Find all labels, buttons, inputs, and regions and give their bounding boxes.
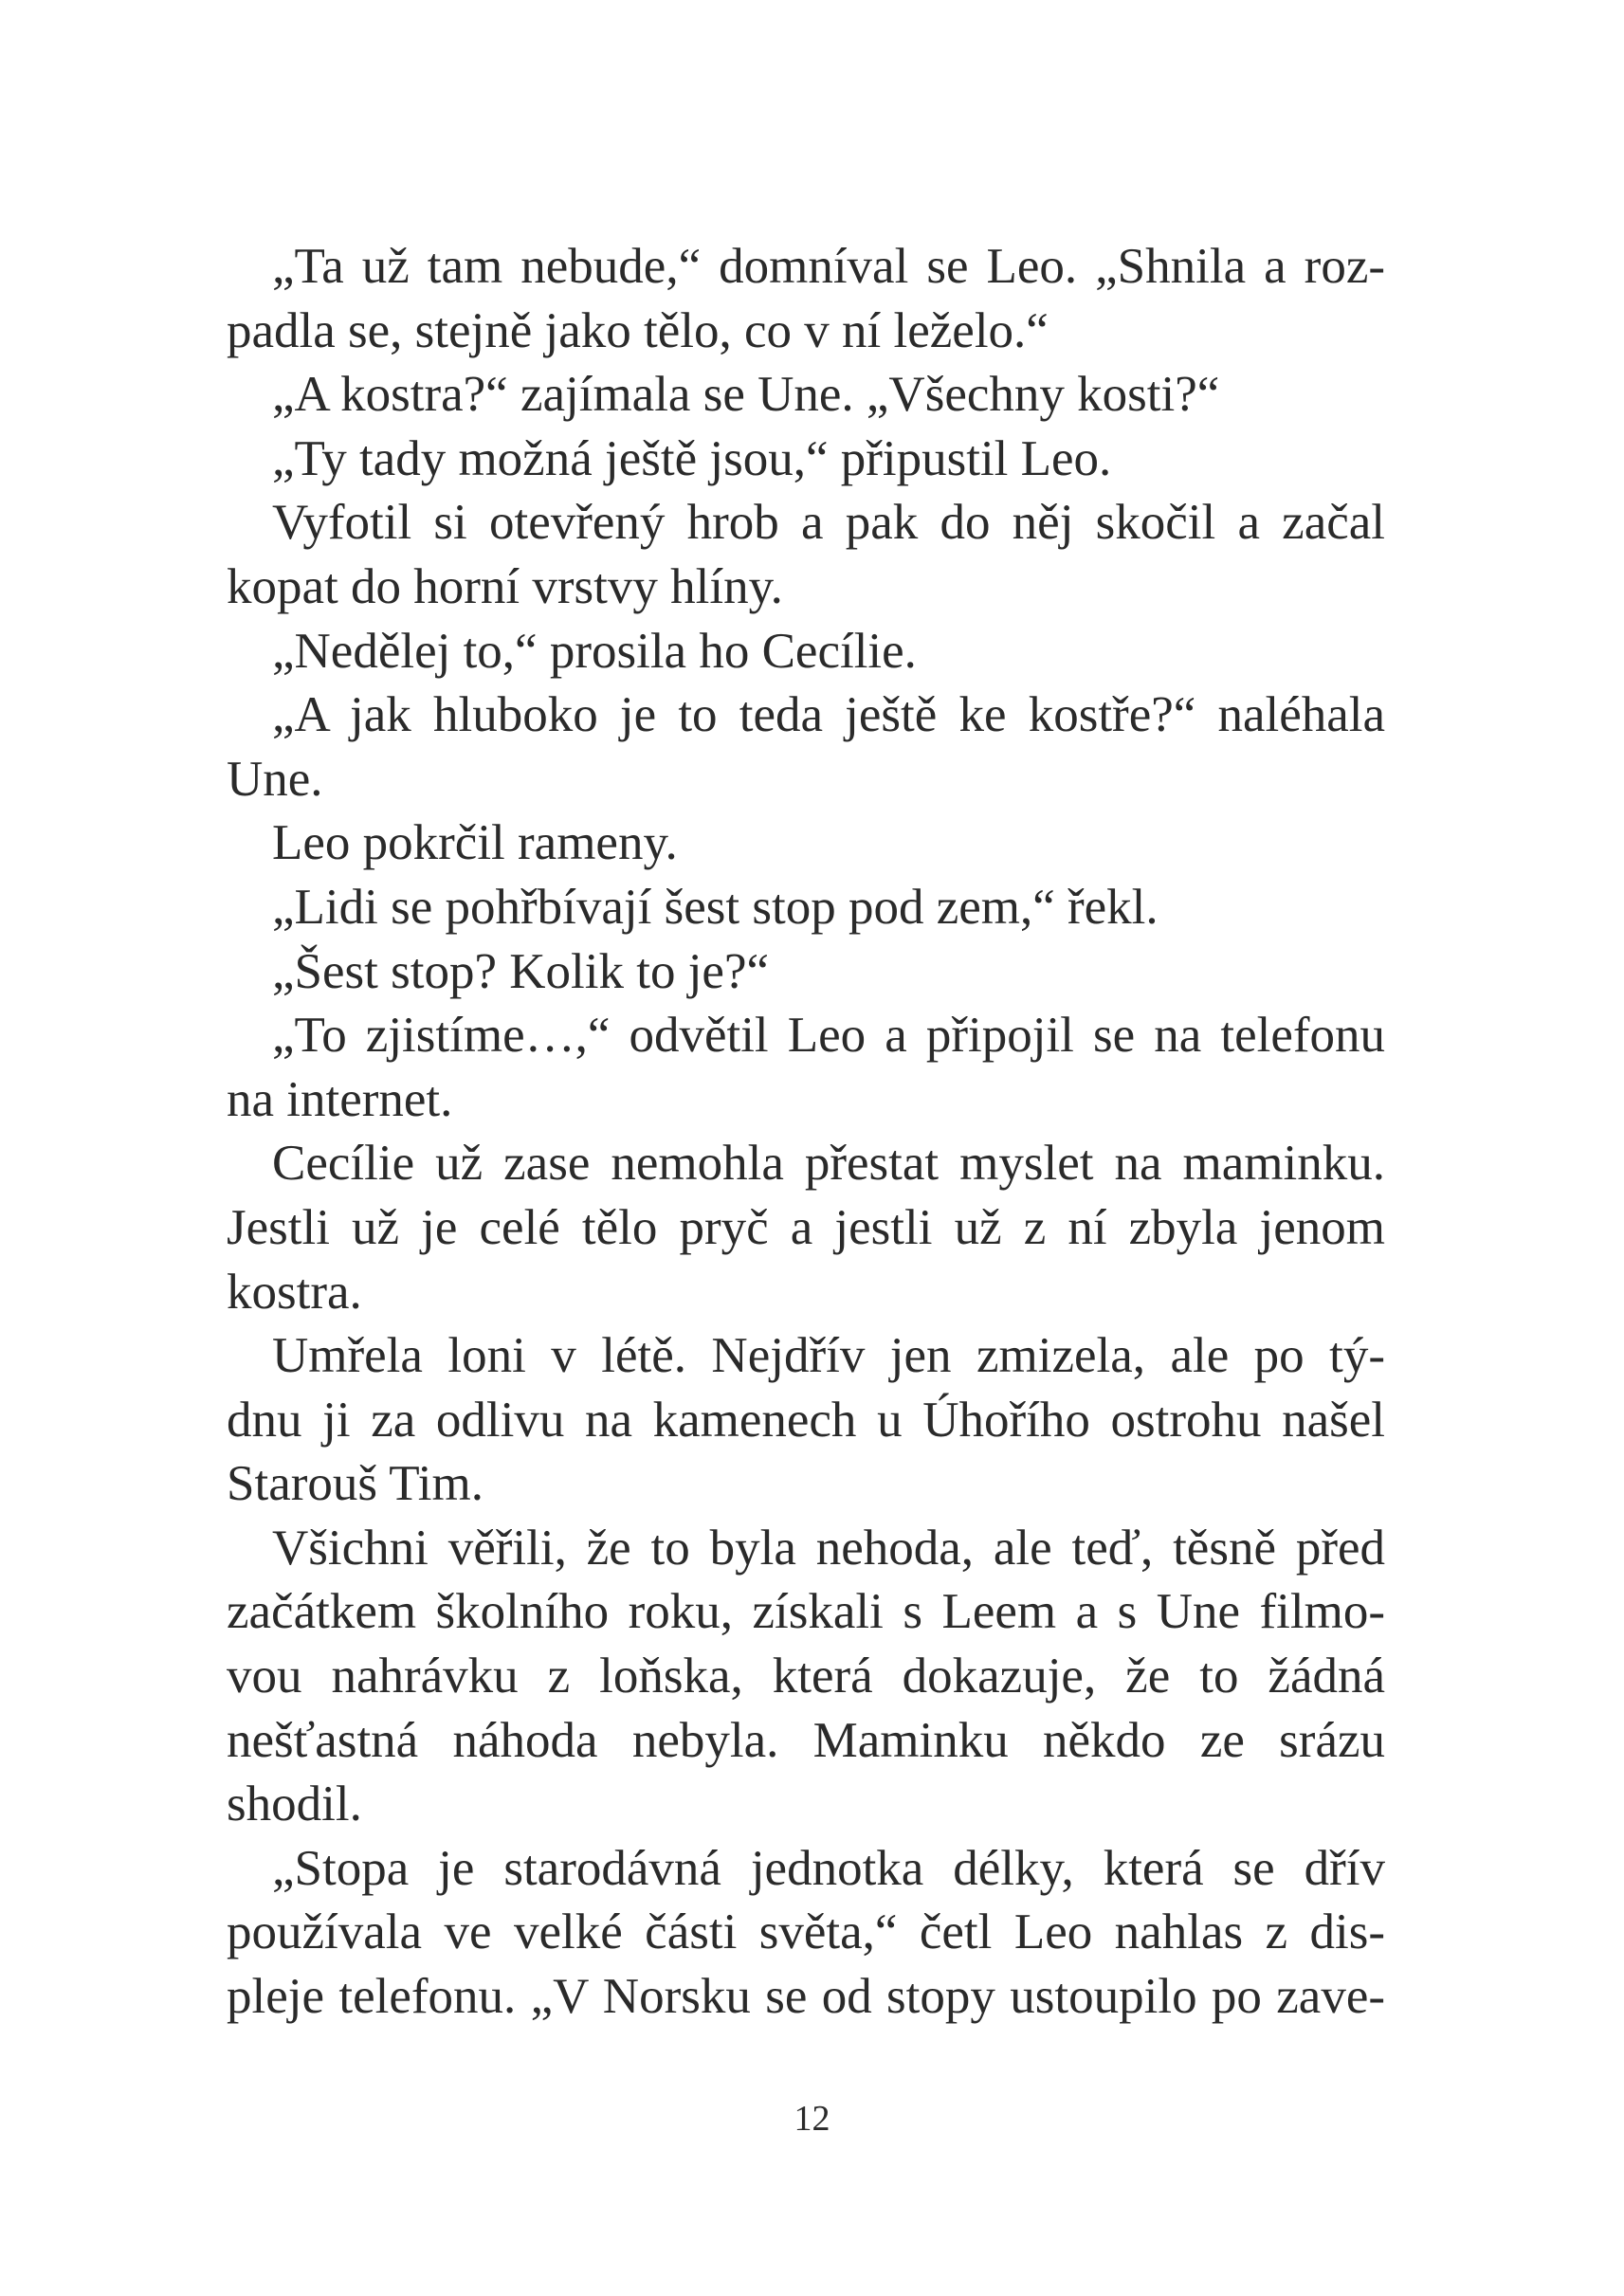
text-line: „Ty tady možná ještě jsou,“ připustil Leo. xyxy=(272,430,1112,486)
text-line: Starouš Tim. xyxy=(227,1456,484,1512)
page-number: 12 xyxy=(794,2099,830,2139)
text-line: pleje telefonu. „V Norsku se od stopy ustoupilo po zave- xyxy=(227,1969,1385,2025)
text-line: nešťastná náhoda nebyla. Maminku někdo ze srázu xyxy=(227,1712,1385,1768)
text-line: padla se, stejně jako tělo, co v ní leželo.“ xyxy=(227,302,1049,358)
text-line: na internet. xyxy=(227,1071,453,1127)
text-line: Umřela loni v létě. Nejdřív jen zmizela, ale po tý- xyxy=(272,1328,1385,1384)
text-line: „Lidi se pohřbívají šest stop pod zem,“ řekl. xyxy=(272,879,1159,935)
text-line: Une. xyxy=(227,751,323,807)
text-line: „A jak hluboko je to teda ještě ke kostře?“ naléhala xyxy=(272,687,1385,743)
page-text-body xyxy=(227,235,1385,2030)
text-line: „Stopa je starodávná jednotka délky, která se dřív xyxy=(272,1840,1385,1896)
text-line: Leo pokrčil rameny. xyxy=(272,815,678,871)
text-line: Jestli už je celé tělo pryč a jestli už z ní zbyla jenom xyxy=(227,1199,1385,1255)
text-line: Cecílie už zase nemohla přestat myslet na maminku. xyxy=(272,1136,1385,1192)
text-line: dnu ji za odlivu na kamenech u Úhořího ostrohu našel xyxy=(227,1392,1385,1448)
text-line: Vyfotil si otevřený hrob a pak do něj skočil a začal xyxy=(272,495,1385,551)
text-line: kostra. xyxy=(227,1264,362,1320)
text-line: „A kostra?“ zajímala se Une. „Všechny kosti?“ xyxy=(272,367,1220,423)
text-line: Všichni věřili, že to byla nehoda, ale teď, těsně před xyxy=(272,1520,1385,1576)
text-line: „To zjistíme…,“ odvětil Leo a připojil se na telefonu xyxy=(272,1008,1385,1064)
text-line: používala ve velké části světa,“ četl Leo nahlas z dis- xyxy=(227,1904,1385,1960)
text-line: „Nedělej to,“ prosila ho Cecílie. xyxy=(272,623,917,679)
text-line: shodil. xyxy=(227,1777,362,1832)
text-line: začátkem školního roku, získali s Leem a s Une filmo- xyxy=(227,1584,1385,1640)
text-line: vou nahrávku z loňska, která dokazuje, že to žádná xyxy=(227,1649,1385,1704)
text-line: „Ta už tam nebude,“ domníval se Leo. „Shnila a roz- xyxy=(272,239,1385,294)
text-line: „Šest stop? Kolik to je?“ xyxy=(272,943,769,999)
text-line: kopat do horní vrstvy hlíny. xyxy=(227,558,783,614)
